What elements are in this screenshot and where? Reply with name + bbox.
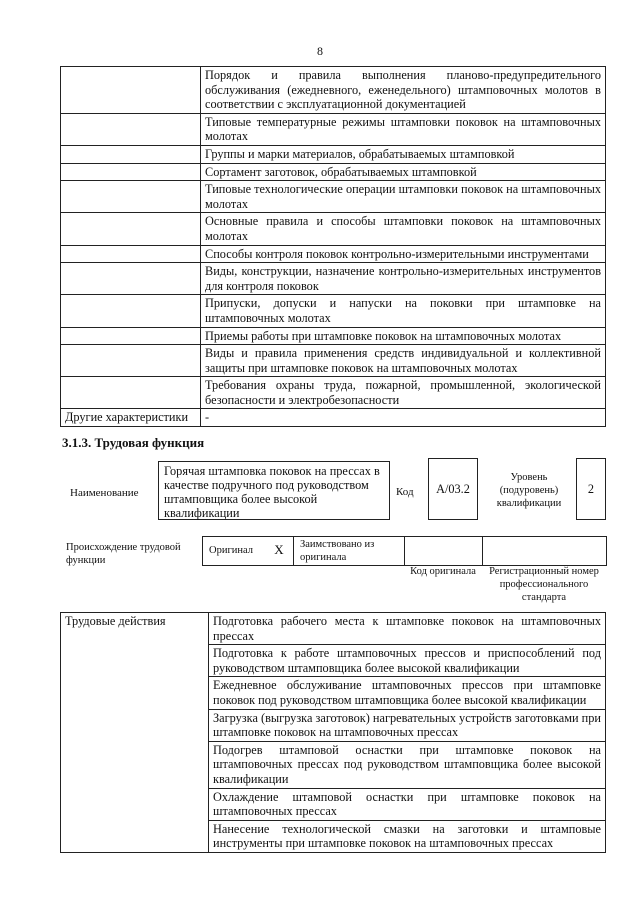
original-code-caption: Код оригинала (410, 566, 476, 577)
labor-action-item: Ежедневное обслуживание штамповочных прессов при штамповке поковок под руководством штамповщика более высокой квалификации (209, 677, 606, 709)
table-label-cell (61, 163, 201, 181)
labor-action-item: Подготовка к работе штамповочных прессов и приспособлений под руководством штамповщика более высокой квалификации (209, 645, 606, 677)
page-number: 8 (317, 44, 323, 58)
registration-number-caption: Регистрационный номер профессионального стандарта (489, 566, 599, 603)
original-label: Оригинал (209, 545, 253, 556)
labor-action-item: Охлаждение штамповой оснастки при штамповке поковок на штамповочных прессах (209, 788, 606, 820)
knowledge-item: Группы и марки материалов, обрабатываемых штамповкой (201, 145, 606, 163)
table-label-cell (61, 295, 201, 327)
table-label-cell (61, 181, 201, 213)
table-label-cell (61, 263, 201, 295)
knowledge-item: Виды и правила применения средств индивидуальной и коллективной защиты при штамповке поковок на штамповочных молотах (201, 345, 606, 377)
table-label-cell (61, 113, 201, 145)
labor-actions-table (60, 612, 606, 853)
original-code-cell (404, 537, 482, 565)
knowledge-item: Приемы работы при штамповке поковок на штамповочных молотах (201, 327, 606, 345)
code-label: Код (396, 486, 414, 498)
section-heading: 3.1.3. Трудовая функция (62, 435, 205, 450)
knowledge-item: Требования охраны труда, пожарной, промышленной, экологической безопасности и электробезопасности (201, 377, 606, 409)
table-label-cell (61, 213, 201, 245)
name-value-box: Горячая штамповка поковок на прессах в качестве подручного под руководством штамповщика более высокой квалификации (158, 461, 390, 520)
table-label-cell (61, 327, 201, 345)
code-value-box: А/03.2 (428, 458, 478, 520)
name-label: Наименование (70, 487, 139, 499)
original-mark: X (274, 542, 284, 557)
knowledge-item: Типовые температурные режимы штамповки поковок на штамповочных молотах (201, 113, 606, 145)
knowledge-item: Способы контроля поковок контрольно-измерительными инструментами (201, 245, 606, 263)
labor-action-item: Подогрев штамповой оснастки при штамповке поковок на штамповочных прессах под руководством штамповщика более высокой квалификации (209, 741, 606, 788)
labor-action-item: Загрузка (выгрузка заготовок) нагревательных устройств заготовками при штамповке поковок на штамповочных прессах (209, 709, 606, 741)
other-characteristics-label: Другие характеристики (61, 409, 201, 427)
knowledge-table (60, 66, 606, 427)
table-label-cell (61, 67, 201, 114)
knowledge-item: Порядок и правила выполнения планово-предупредительного обслуживания (ежедневного, еженедельного) штамповочных молотов в соответствии с эксплуатационной документацией (201, 67, 606, 114)
table-label-cell (61, 345, 201, 377)
table-label-cell (61, 377, 201, 409)
knowledge-item: Виды, конструкции, назначение контрольно-измерительных инструментов для контроля поковок (201, 263, 606, 295)
other-characteristics-value: - (201, 409, 606, 427)
table-label-cell (61, 145, 201, 163)
borrowed-label: Заимствовано из оригинала (293, 537, 404, 565)
labor-action-item: Нанесение технологической смазки на заготовки и штамповые инструменты при штамповке поковок на штамповочных прессах (209, 820, 606, 852)
registration-number-cell (482, 537, 607, 565)
origin-row (202, 536, 607, 566)
origin-label: Происхождение трудовой функции (66, 542, 181, 566)
qualification-level-box: 2 (576, 458, 606, 520)
knowledge-item: Сортамент заготовок, обрабатываемых штамповкой (201, 163, 606, 181)
table-label-cell (61, 245, 201, 263)
knowledge-item: Типовые технологические операции штамповки поковок на штамповочных молотах (201, 181, 606, 213)
labor-actions-label: Трудовые действия (61, 613, 209, 853)
qualification-level-label: Уровень (подуровень) квалификации (496, 472, 562, 509)
knowledge-item: Основные правила и способы штамповки поковок на штамповочных молотах (201, 213, 606, 245)
labor-action-item: Подготовка рабочего места к штамповке поковок на штамповочных прессах (209, 613, 606, 645)
knowledge-item: Припуски, допуски и напуски на поковки при штамповке на штамповочных молотах (201, 295, 606, 327)
